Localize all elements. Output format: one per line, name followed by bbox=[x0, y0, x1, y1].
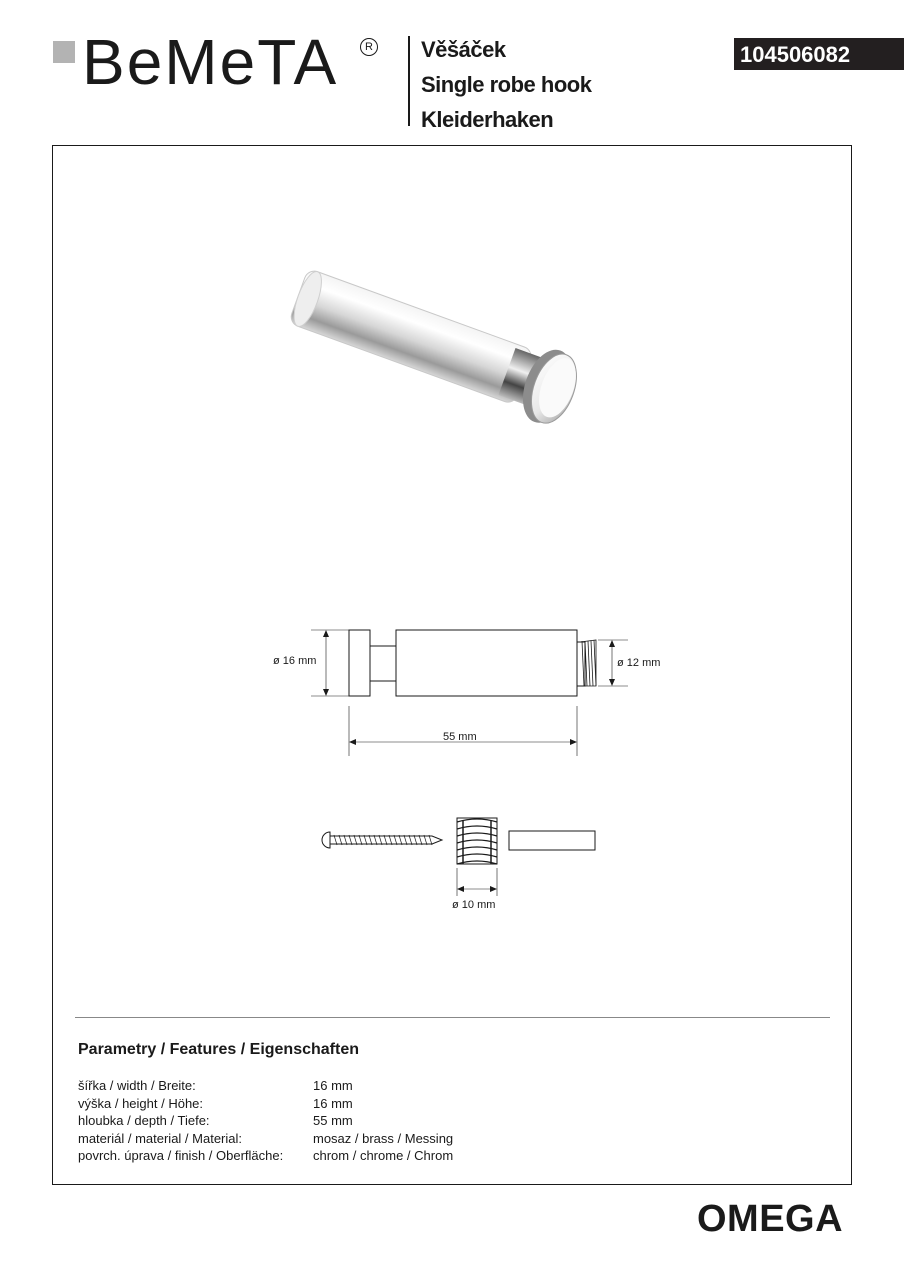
registered-mark: R bbox=[360, 38, 378, 56]
dim-body-diameter: ø 16 mm bbox=[273, 655, 317, 667]
dim-length: 55 mm bbox=[443, 731, 477, 743]
title-de: Kleiderhaken bbox=[421, 107, 554, 132]
spec-table bbox=[78, 1077, 453, 1165]
title-cz: Věšáček bbox=[421, 37, 506, 62]
features-divider bbox=[75, 1017, 830, 1018]
spec-value: mosaz / brass / Messing bbox=[313, 1130, 454, 1146]
spec-label: materiál / material / Material: bbox=[78, 1130, 242, 1146]
mounting-hardware-drawing bbox=[322, 818, 595, 896]
product-photo bbox=[285, 260, 585, 431]
dim-end-diameter: ø 12 mm bbox=[617, 657, 661, 669]
spec-row bbox=[78, 1147, 453, 1165]
spec-label: hloubka / depth / Tiefe: bbox=[78, 1113, 210, 1128]
dim-dowel-diameter: ø 10 mm bbox=[452, 899, 496, 911]
spec-value: 16 mm bbox=[313, 1095, 353, 1111]
series-name: OMEGA bbox=[697, 1198, 844, 1240]
spec-value: 55 mm bbox=[313, 1113, 353, 1128]
spec-label: šířka / width / Breite: bbox=[78, 1078, 196, 1093]
spec-value: 16 mm bbox=[313, 1078, 353, 1093]
spec-label: výška / height / Höhe: bbox=[78, 1095, 204, 1111]
features-heading: Parametry / Features / Eigenschaften bbox=[78, 1041, 359, 1058]
product-code-badge: 104506082 bbox=[734, 38, 904, 70]
spec-row bbox=[78, 1077, 453, 1095]
spec-row bbox=[78, 1130, 453, 1148]
spec-row bbox=[78, 1112, 453, 1130]
spec-label: povrch. úprava / finish / Oberfläche: bbox=[78, 1148, 284, 1163]
brand-logo: BeMeTA bbox=[82, 26, 339, 98]
spec-row bbox=[78, 1095, 453, 1113]
spec-value: chrom / chrome / Chrom bbox=[313, 1148, 454, 1163]
title-en: Single robe hook bbox=[421, 72, 592, 97]
